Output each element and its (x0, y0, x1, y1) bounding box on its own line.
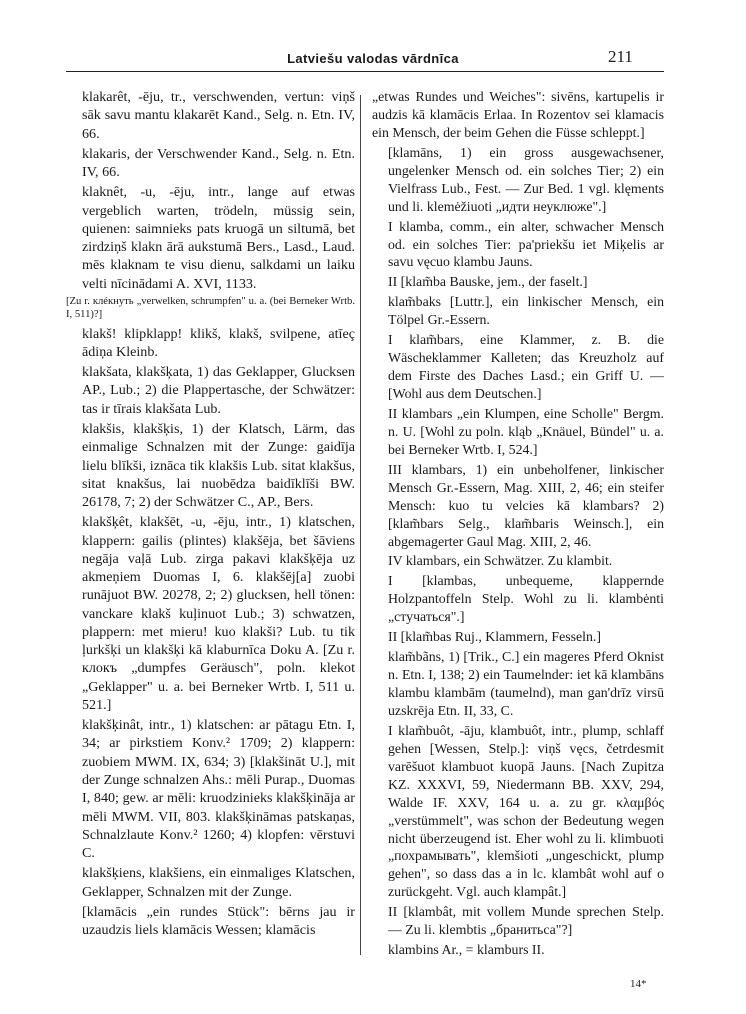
dictionary-entry: klakšķêt, klakšēt, -u, -ēju, intr., 1) klatschen, klappern: gailis (plintes) klakšēja, bet šāviens negāja vaļā Lub. zirga pakavi klakšķēja uz akmeņiem Duomas I, 6. klakšēj[a] zuobi runājuot BW. 20278, 2; 2) glucksen, hell tönen: vanckare klakš kuļinuot Lub.; 3) schwatzen, plappern: met mieru! kuo klakši? Lub. tu tik ļurkšķi un klakšķi kā klaburnīca Doku A. [Zu r. клокъ „dumpfes Geräusch", poln. klekot „Geklapper" u. a. bei Berneker Wrtb. I, 511 u. 521.] (82, 514, 355, 713)
dictionary-entry: klakšķiens, klakšiens, ein einmaliges Klatschen, Geklapper, Schnalzen mit der Zunge. (82, 865, 355, 900)
dictionary-entry: klakšis, klakšķis, 1) der Klatsch, Lärm, das einmalige Schnalzen mit der Zunge: gaidīja lielu blīkši, iznāca tik klakšis Lub. sitat klakšus, sitat knakšus, lai nuobēdza baidīklīši BW. 26178, 7; 2) der Schwätzer C., AP., Bers. (82, 420, 355, 511)
dictionary-entry: [klamāns, 1) ein gross ausgewachsener, ungelenker Mensch od. ein solches Tier; 2) ein Vielfrass Lub., Fest. — Zur Bed. 1 vgl. klęments und li. klemėžiuoti „идти неуклюже".] (388, 144, 664, 214)
dictionary-entry: klakaris, der Verschwender Kand., Selg. n. Etn. IV, 66. (82, 145, 355, 181)
dictionary-entry: I klam̃bars, eine Klammer, z. B. die Wäscheklammer Kalleten; das Kreuzholz auf dem Firste des Daches Lasd.; ein Griff U. — [Wohl aus dem Deutschen.] (388, 332, 664, 401)
dictionary-entry: klakšķinât, intr., 1) klatschen: ar pātagu Etn. I, 34; ar pirkstiem Konv.² 1709; 2) klappern: zuobiem MWM. IX, 634; 3) [klakšināt U.], mit der Zunge schnalzen Ahs.: mēli Purap., Duomas I, 840; gew. ar mēli: kruodzinieks klakšķināja ar mēli MWM. VII, 803. klakšķināmas patskaņas, Schnalzlaute Konv.² 1260; 4) klopfen: vērstuvi C. (82, 717, 355, 862)
running-title: Latviešu valodas vārdnīca (287, 51, 459, 66)
dictionary-entry: [Zu r. клéкнуть „verwelken, schrumpfen" u. a. (bei Berneker Wrtb. I, 511)?] (66, 295, 355, 321)
left-column (66, 88, 355, 941)
dictionary-entry: IV klambars, ein Schwätzer. Zu klambit. (388, 553, 613, 569)
dictionary-entry: klakš! klipklapp! klikš, klakš, svilpene, atīeç ādiņa Kleinb. (82, 325, 355, 360)
page-number: 211 (608, 47, 633, 66)
dictionary-entry: [klamācis „ein rundes Stück": bērns jau ir uzaudzis liels klamācis Wessen; klamācis (82, 903, 355, 939)
dictionary-entry: I klam̃buôt, -āju, klambuôt, intr., plump, schlaff gehen [Wessen, Stelp.]: viņš vęcs, četrdesmit varēšuot klambuot kuopā Jauns. [Nach Zupitza KZ. XXXVI, 59, Niedermann BB. XXV, 294, Walde IF. XXV, 164 u. a. zu gr. κλαμβός „verstümmelt", was schon der Bedeutung wegen nicht überzeugend ist. Eher wohl zu li. klimbuoti „похрамывать", klemšioti „ungeschickt, plump gehen", so dass das a in lc. klambât wohl auf o zurückgeht. Vgl. auch klampât.] (388, 722, 664, 900)
dictionary-entry: klaknêt, -u, -ēju, intr., lange auf etwas vergeblich warten, trödeln, müssig sein, quienen: saimnieks pats kruogā un siltumā, bet zirdziņš klakn ārā aukstumā Bers., Lasd., Laud. mēs klaknam te visu dienu, salkdami un laiku velti nīcinādami A. XVI, 1133. (82, 184, 355, 292)
dictionary-entry: III klambars, 1) ein unbeholfener, linkischer Mensch Gr.-Essern, Mag. XIII, 2, 46; ein steifer Mensch: kuo tu velcies kā klambars? 2) [klam̃bars Selg., klam̃baris Weinsch.], ein abgemagerter Gaul Mag. XIII, 2, 46. (388, 461, 664, 549)
column-divider (360, 95, 361, 955)
dictionary-entry: klakšata, klakšķata, 1) das Geklapper, Glucksen AP., Lub.; 2) die Plappertasche, der Schwätzer: tas ir tīrais klakšata Lub. (82, 364, 355, 417)
dictionary-entry: II [klam̃bas Ruj., Klammern, Fesseln.] (388, 629, 601, 645)
dictionary-entry: klam̃bãns, 1) [Trik., C.] ein mageres Pferd Oknist n. Etn. I, 138; 2) ein Taumelnder: iet kā klambāns klambu klambām (taumelnd), man gan'drīz virsū uzskrēja Etn. II, 33, C. (388, 649, 664, 718)
dictionary-entry: klam̃baks [Luttr.], ein linkischer Mensch, ein Tölpel Gr.-Essern. (388, 294, 664, 328)
right-column (372, 88, 664, 961)
signature-mark: 14* (630, 978, 647, 990)
header-rule (66, 71, 664, 72)
dictionary-entry: klambins Ar., = klamburs II. (388, 942, 545, 958)
dictionary-entry: I klamba, comm., ein alter, schwacher Mensch od. ein solches Tier: pa'priekšu iet Miķelis ar savu vęcuo klambu Jauns. (388, 218, 664, 270)
dictionary-entry: I [klambas, unbequeme, klappernde Holzpantoffeln Stelp. Wohl zu li. klambėnti „стучаться".] (388, 573, 664, 625)
dictionary-entry: „etwas Rundes und Weiches": sivēns, kartupelis ir audzis kā klamācis Erlaa. In Rozentov sei klamacis ein Mensch, der beim Gehen die Füsse schleppt.] (372, 89, 664, 140)
dictionary-entry: klakarêt, -ēju, tr., verschwenden, vertun: viņš sāk savu mantu klakarēt Kand., Selg. n. Etn. IV, 66. (82, 89, 355, 142)
dictionary-entry: II klambars „ein Klumpen, eine Scholle" Bergm. n. U. [Wohl zu poln. kląb „Knäuel, Bündel" u. a. bei Berneker Wrtb. I, 524.] (388, 405, 664, 457)
dictionary-entry: II [klambât, mit vollem Munde sprechen Stelp. — Zu li. klembtis „бранитьса"?] (388, 904, 664, 938)
dictionary-entry: II [klam̃ba Bauske, jem., der faselt.] (388, 274, 588, 290)
